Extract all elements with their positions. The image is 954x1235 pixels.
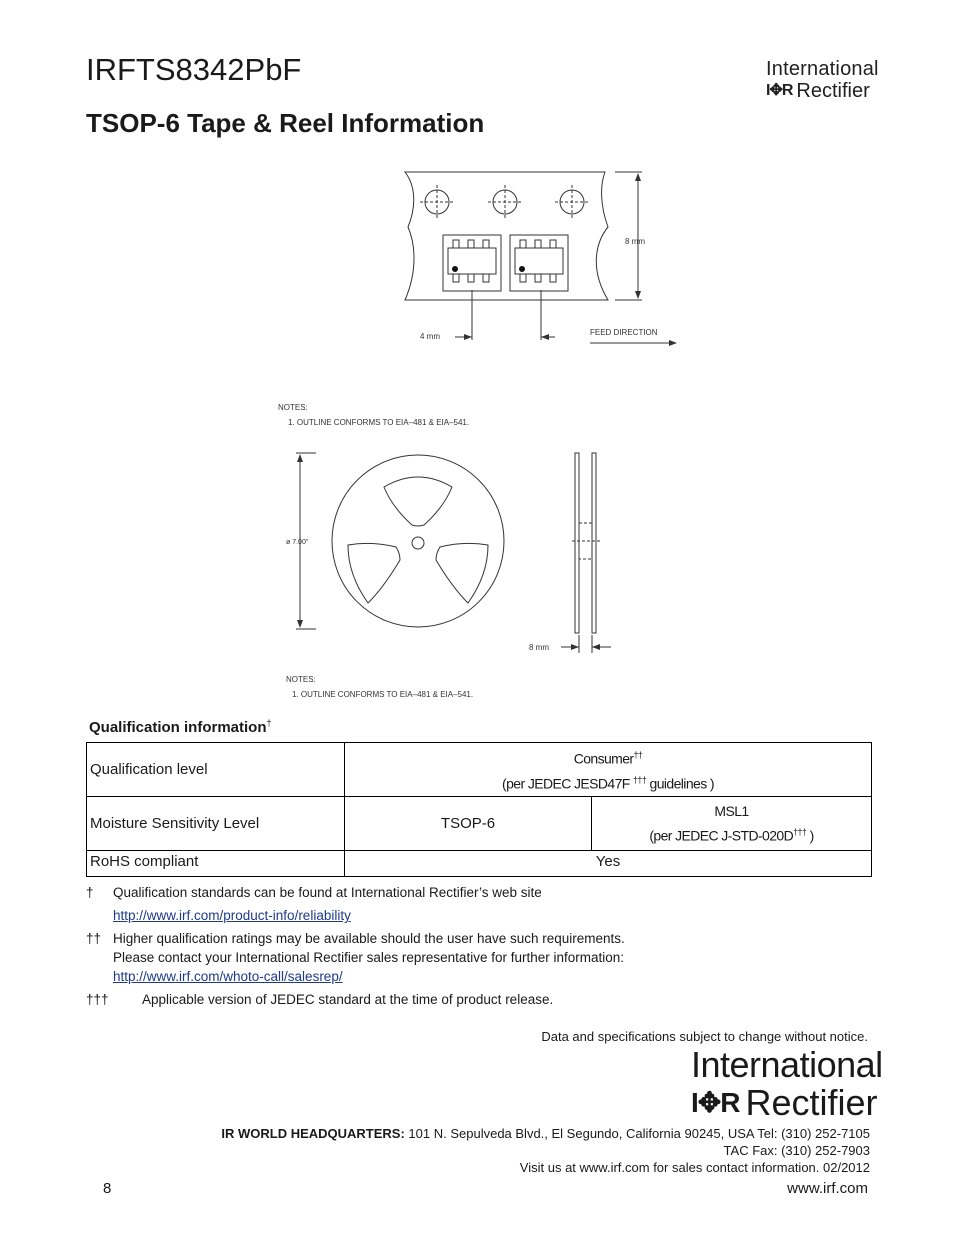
qualification-heading-mark: † xyxy=(266,718,272,728)
tape-notes-title: NOTES: xyxy=(278,403,308,412)
reel-notes-title: NOTES: xyxy=(286,675,316,684)
msl-text: MSL1 xyxy=(714,803,749,820)
tape-notes xyxy=(276,400,536,430)
tape-notes-item: 1. OUTLINE CONFORMS TO EIA–481 & EIA–541. xyxy=(288,418,470,427)
pitch-label: 8 mm xyxy=(625,237,645,246)
hq-label: IR WORLD HEADQUARTERS: xyxy=(221,1126,405,1141)
footer-ior-mark: I✥R xyxy=(691,1087,740,1118)
ior-logo-mark: I✥R xyxy=(766,82,793,99)
msl-value xyxy=(592,797,872,851)
reliability-link[interactable]: http://www.irf.com/product-info/reliability xyxy=(113,908,351,923)
tac-fax: TAC Fax: (310) 252-7903 xyxy=(723,1143,870,1158)
consumer-mark: †† xyxy=(633,749,643,760)
website[interactable]: www.irf.com xyxy=(787,1180,868,1197)
qualification-heading-text: Qualification information xyxy=(89,719,267,736)
salesrep-link[interactable]: http://www.irf.com/whoto-call/salesrep/ xyxy=(113,969,343,984)
headquarters-info xyxy=(221,1125,870,1176)
tape-drawing xyxy=(380,165,690,355)
footnote-1-mark: † xyxy=(86,885,94,900)
footnote-3-text: Applicable version of JEDEC standard at the time of product release. xyxy=(142,992,554,1007)
footnote-2-text: Higher qualification ratings may be available should the user have such requirements. xyxy=(113,931,625,946)
footer-logo-line2: Rectifier xyxy=(745,1082,878,1123)
consumer-text: Consumer xyxy=(573,750,634,767)
diameter-label: ø 7.00" xyxy=(286,539,309,546)
reel-width-label: 8 mm xyxy=(529,643,549,652)
footnote-2-mark: †† xyxy=(86,931,102,946)
part-number: IRFTS8342PbF xyxy=(86,52,302,87)
spacing-label: 4 mm xyxy=(420,332,440,341)
change-notice: Data and specifications subject to change without notice. xyxy=(541,1029,868,1044)
company-logo xyxy=(766,58,879,102)
msl-label: Moisture Sensitivity Level xyxy=(87,797,345,851)
logo-line2: Rectifier xyxy=(796,80,870,102)
footnote-2-text2: Please contact your International Rectifier sales representative for further information: xyxy=(113,950,625,965)
jesd-suffix: guidelines ) xyxy=(646,775,714,792)
footer-logo xyxy=(691,1046,883,1122)
reel-drawing xyxy=(276,445,626,705)
msl-package: TSOP-6 xyxy=(345,797,592,851)
rohs-label: RoHS compliant xyxy=(87,851,345,877)
logo-line1: International xyxy=(766,58,879,80)
table-row xyxy=(87,797,872,851)
page-number: 8 xyxy=(103,1180,112,1197)
footnote-3-mark: ††† xyxy=(86,992,109,1007)
reel-notes-item: 1. OUTLINE CONFORMS TO EIA–481 & EIA–541. xyxy=(292,690,474,699)
jstd-mark: ††† xyxy=(793,827,807,838)
footer-logo-line1: International xyxy=(691,1044,883,1085)
table-row xyxy=(87,851,872,877)
jstd-suffix: ) xyxy=(806,827,814,844)
jesd-prefix: (per JEDEC JESD47F xyxy=(502,775,634,792)
qualification-heading xyxy=(89,718,272,736)
hq-address: 101 N. Sepulveda Blvd., El Segundo, California 90245, USA Tel: (310) 252-7105 xyxy=(404,1126,870,1141)
table-row xyxy=(87,743,872,797)
rohs-value: Yes xyxy=(345,851,872,877)
qualification-level-label: Qualification level xyxy=(87,743,345,797)
jstd-prefix: (per JEDEC J-STD-020D xyxy=(649,827,794,844)
footnote-1-text: Qualification standards can be found at International Rectifier’s web site xyxy=(113,885,542,900)
visit-text: Visit us at www.irf.com for sales contact information. 02/2012 xyxy=(519,1160,870,1175)
feed-direction-label: FEED DIRECTION xyxy=(590,328,658,337)
qualification-table xyxy=(86,742,872,877)
section-title: TSOP-6 Tape & Reel Information xyxy=(86,108,485,138)
jesd-mark: ††† xyxy=(633,774,647,785)
qualification-level-value xyxy=(345,743,872,797)
